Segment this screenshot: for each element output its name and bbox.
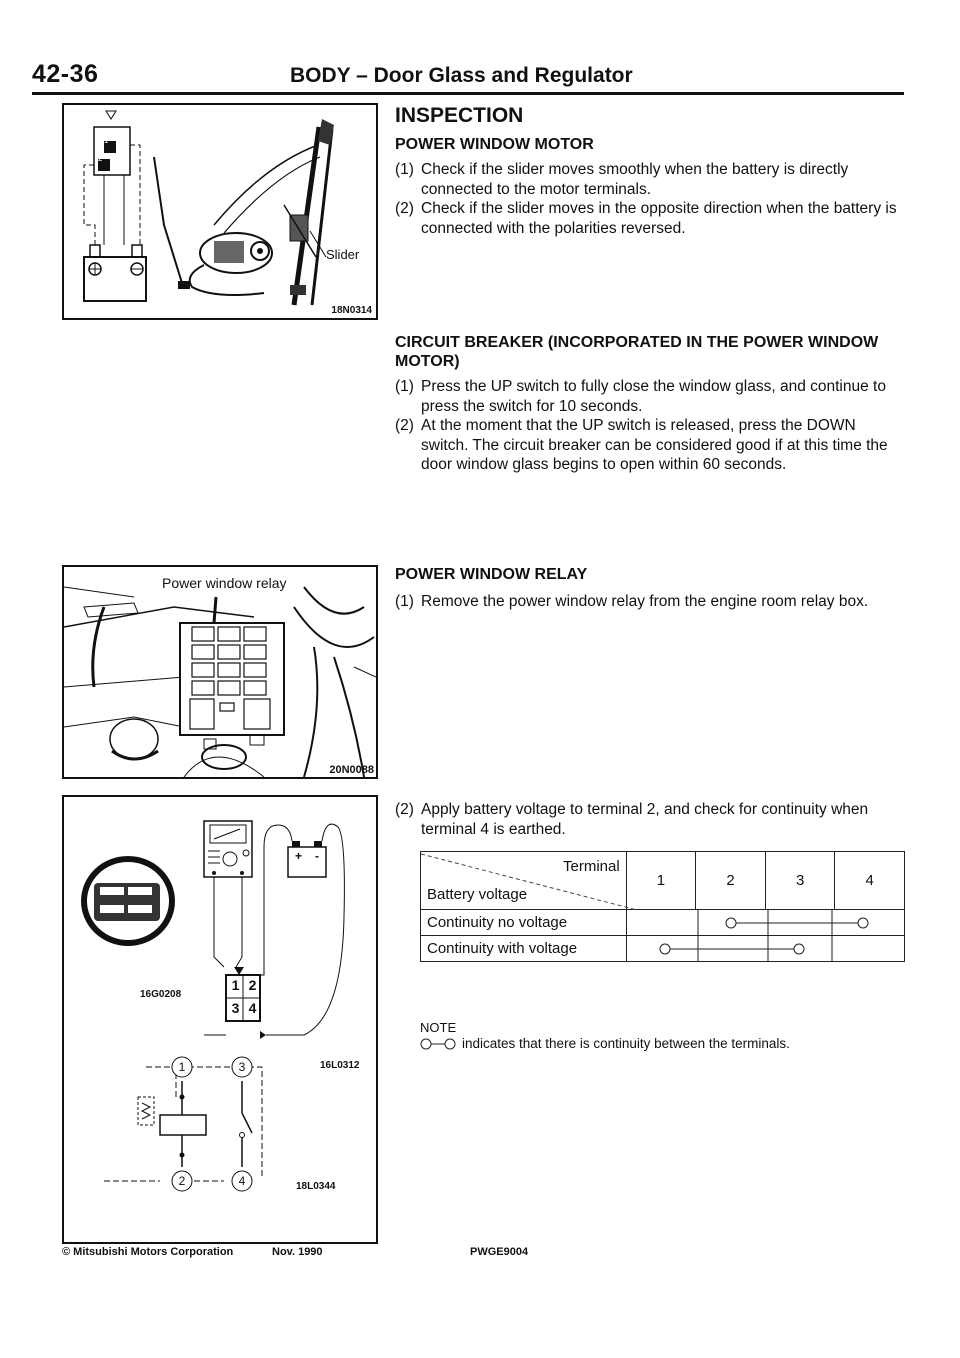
note-text: indicates that there is continuity between the terminals.	[462, 1036, 790, 1051]
page-title: BODY – Door Glass and Regulator	[290, 64, 633, 87]
connector-pin-2: 2	[98, 154, 103, 163]
figure-relay-location	[62, 565, 378, 779]
relay-step-1: (1) Remove the power window relay from the engine room relay box.	[395, 593, 869, 610]
relay-pin-2: 2	[248, 977, 257, 993]
corner-terminal-label: Terminal	[562, 858, 620, 875]
motor-illustration	[64, 105, 376, 318]
engine-room-illustration	[64, 567, 376, 777]
row-continuity-no-voltage	[626, 910, 904, 936]
row-label-with-voltage: Continuity with voltage	[421, 936, 627, 962]
terminal-header-2: 2	[696, 852, 766, 910]
figure-id: 20N0088	[329, 764, 374, 776]
figure-motor	[62, 103, 378, 320]
continuity-table	[420, 851, 905, 962]
battery-plus: +	[295, 849, 303, 863]
relay-test-illustration	[64, 797, 376, 1242]
relay-pin-4: 4	[248, 1000, 257, 1016]
note	[420, 1036, 910, 1051]
motor-section-title: POWER WINDOW MOTOR	[395, 136, 594, 153]
figure-id-setup: 16L0312	[320, 1060, 360, 1071]
motor-step-1: (1) Check if the slider moves smoothly when the battery is directly connected to the motor terminals.	[395, 161, 849, 198]
page-number: 42-36	[32, 60, 99, 88]
breaker-step-2: (2) At the moment that the UP switch is released, press the DOWN switch. The circuit breaker can be considered good if at this time the door window glass begins to open within 60 seconds.	[395, 417, 888, 473]
circuit-terminal-3: 3	[238, 1060, 246, 1074]
circuit-terminal-1: 1	[178, 1060, 186, 1074]
terminal-header-4: 4	[835, 852, 905, 910]
relay-step-2: (2) Apply battery voltage to terminal 2, and check for continuity when terminal 4 is earthed.	[395, 801, 869, 838]
figure-relay-test	[62, 795, 378, 1244]
relay-pin-3: 3	[231, 1000, 240, 1016]
inspection-heading: INSPECTION	[395, 104, 524, 127]
continuity-symbol-icon	[420, 1037, 456, 1051]
note-heading: NOTE	[420, 1020, 457, 1035]
corner-battery-label: Battery voltage	[427, 886, 528, 903]
breaker-section-title: CIRCUIT BREAKER (INCORPORATED IN THE POWER WINDOW MOTOR)	[395, 334, 879, 370]
row-continuity-with-voltage	[626, 936, 904, 962]
slider-label: Slider	[326, 247, 360, 262]
circuit-terminal-4: 4	[238, 1174, 246, 1188]
continuity-line-1-3	[627, 936, 897, 962]
relay-callout-label: Power window relay	[162, 575, 287, 591]
row-label-no-voltage: Continuity no voltage	[421, 910, 627, 936]
relay-pin-1: 1	[231, 977, 240, 993]
circuit-terminal-2: 2	[178, 1174, 186, 1188]
connector-pin-1: 1	[104, 136, 109, 145]
terminal-header-3: 3	[765, 852, 835, 910]
footer-date: Nov. 1990	[272, 1246, 323, 1258]
motor-step-2: (2) Check if the slider moves in the opposite direction when the battery is connected with the polarities reversed.	[395, 200, 897, 237]
continuity-line-2-4	[627, 910, 897, 936]
figure-id-connector: 16G0208	[140, 989, 182, 1000]
terminal-header-1: 1	[626, 852, 696, 910]
footer-code: PWGE9004	[470, 1246, 529, 1258]
battery-minus: -	[315, 849, 319, 863]
footer-copyright: © Mitsubishi Motors Corporation	[62, 1246, 234, 1258]
figure-id: 18N0314	[331, 305, 372, 316]
header-rule	[32, 92, 904, 95]
relay-section-title: POWER WINDOW RELAY	[395, 566, 588, 583]
breaker-step-1: (1) Press the UP switch to fully close the window glass, and continue to press the switch for 10 seconds.	[395, 378, 886, 415]
figure-id-circuit: 18L0344	[296, 1181, 336, 1192]
table-corner-cell	[421, 852, 627, 910]
